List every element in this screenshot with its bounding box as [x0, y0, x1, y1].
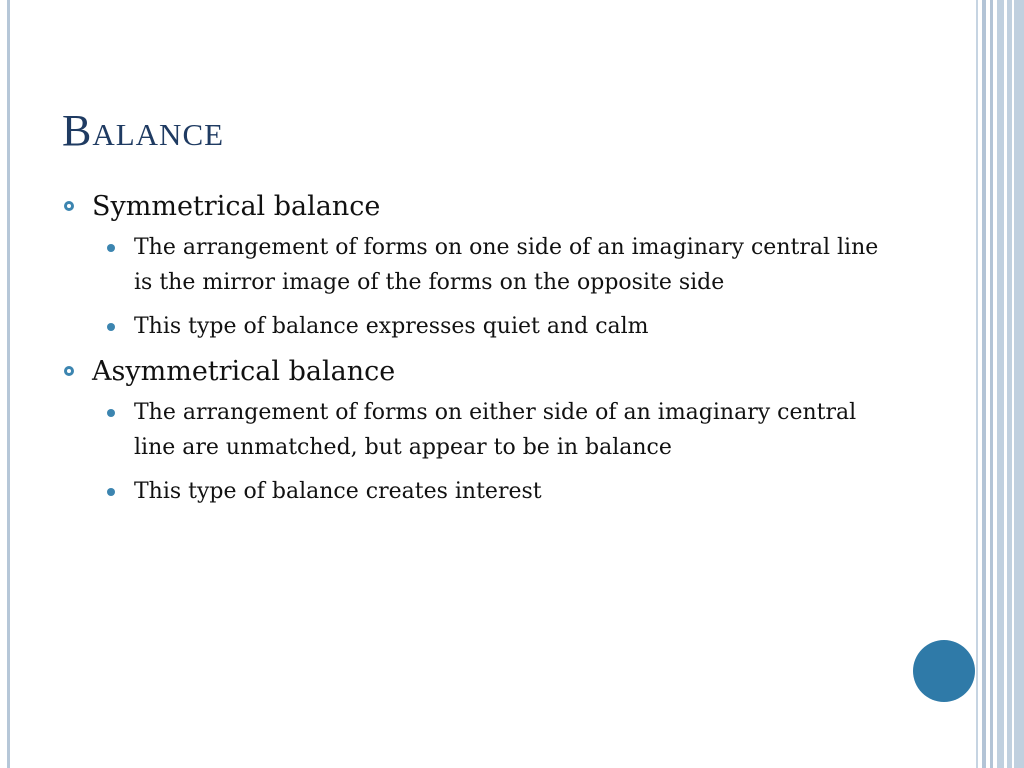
- bullet-text: This type of balance expresses quiet and calm: [134, 314, 649, 339]
- right-stripe-gap: [1012, 0, 1014, 768]
- bullet-heading: Symmetrical balance: [92, 191, 381, 222]
- dot-bullet-icon: [107, 488, 115, 496]
- bullet-heading: Asymmetrical balance: [92, 356, 396, 387]
- right-stripe-gap: [1004, 0, 1007, 768]
- right-stripe: [990, 0, 993, 768]
- ring-bullet-icon: [64, 366, 74, 376]
- ring-bullet-icon: [64, 201, 74, 211]
- bullet-level2: [62, 309, 882, 344]
- decorative-circle: [913, 640, 975, 702]
- slide-title: Balance: [62, 106, 225, 155]
- sub-bullet-list: [62, 230, 882, 344]
- sub-bullet-list: [62, 395, 882, 509]
- section-symmetrical: [62, 188, 882, 344]
- bullet-level1: [62, 353, 882, 391]
- slide-content: [62, 188, 882, 518]
- bullet-text: The arrangement of forms on one side of an imaginary central line is the mirror image of the forms on the opposite side: [134, 235, 879, 295]
- bullet-level2: [62, 395, 882, 465]
- left-border-line: [7, 0, 10, 768]
- dot-bullet-icon: [107, 323, 115, 331]
- bullet-level2: [62, 230, 882, 300]
- dot-bullet-icon: [107, 244, 115, 252]
- bullet-level2: [62, 474, 882, 509]
- bullet-text: This type of balance creates interest: [134, 479, 542, 504]
- bullet-text: The arrangement of forms on either side of an imaginary central line are unmatched, but appear to be in balance: [134, 400, 857, 460]
- right-stripe: [982, 0, 986, 768]
- right-stripe: [976, 0, 978, 768]
- section-asymmetrical: [62, 353, 882, 509]
- bullet-level1: [62, 188, 882, 226]
- dot-bullet-icon: [107, 409, 115, 417]
- right-stripe: [997, 0, 1024, 768]
